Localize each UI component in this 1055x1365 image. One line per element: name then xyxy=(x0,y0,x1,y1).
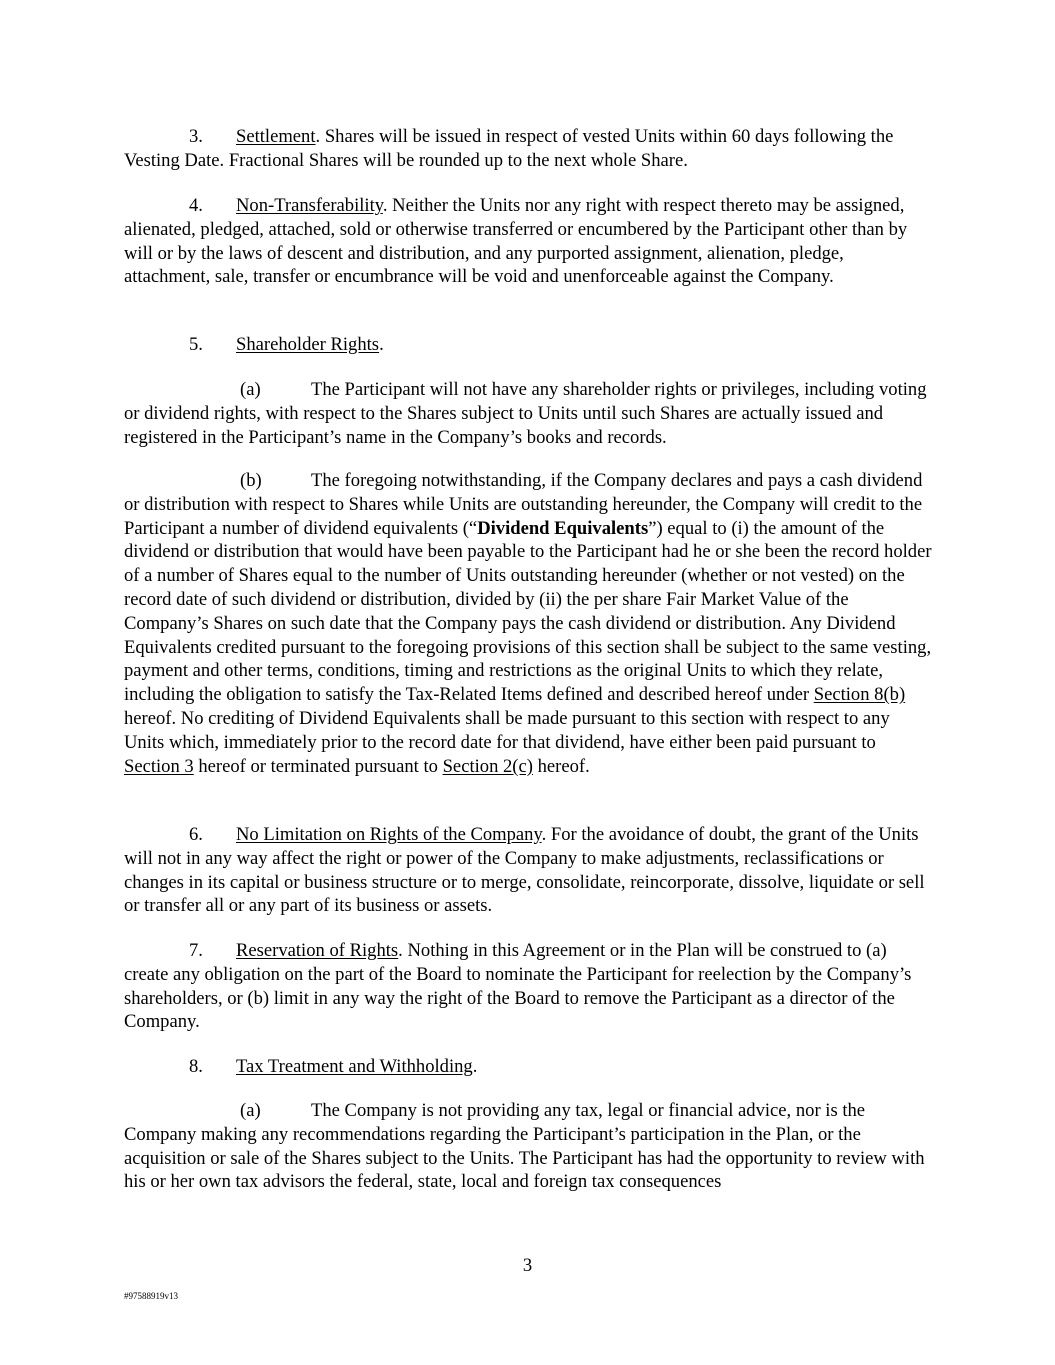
section-reference: Section 8(b) xyxy=(813,684,906,706)
section-heading-period: . xyxy=(472,1056,478,1077)
section-number: 5. xyxy=(189,334,203,355)
section-body: . Neither the Units nor any right with respect thereto may be assigned, alienated, pledged, attached, sold or otherwise transferred or encumbered by the Participant other than by will or by the laws of descent and distribution, and any purported assignment, alienation, pledge, attachment, sale, transfer or encumbrance will be void and unenforceable against the Company. xyxy=(124,195,908,288)
section-7-reservation-of-rights xyxy=(124,939,934,1034)
section-5-shareholder-rights xyxy=(124,333,934,357)
section-reference: Section 2(c) xyxy=(442,755,533,777)
section-heading: No Limitation on Rights of the Company xyxy=(236,824,542,845)
subsection-body-3: hereof. No crediting of Dividend Equivalents shall be made pursuant to this section with respect to any Units which, immediately prior to the record date for that dividend, have either been paid pursuant to xyxy=(124,707,890,753)
section-5b xyxy=(124,469,934,778)
section-body: . For the avoidance of doubt, the grant of the Units will not in any way affect the right or power of the Company to make adjustments, reclassifications or changes in its capital or business structure or to merge, consolidate, reincorporate, dissolve, liquidate or sell or transfer all or any part of its business or assets. xyxy=(124,824,925,917)
section-8-tax-treatment xyxy=(124,1055,934,1079)
subsection-label: (b) xyxy=(240,470,262,491)
section-8a xyxy=(124,1099,934,1194)
section-number: 8. xyxy=(189,1056,203,1077)
section-heading-period: . xyxy=(379,334,384,355)
subsection-label: (a) xyxy=(240,379,261,400)
defined-term: Dividend Equivalents xyxy=(477,517,649,539)
section-4-non-transferability xyxy=(124,194,934,289)
section-heading: Shareholder Rights xyxy=(236,334,380,355)
section-number: 7. xyxy=(189,940,203,961)
page-number: 3 xyxy=(522,1255,533,1276)
section-heading: Reservation of Rights xyxy=(236,940,399,961)
subsection-body: The Company is not providing any tax, legal or financial advice, nor is the Company making any recommendations regarding the Participant’s participation in the Plan, or the acquisition or sale of the Shares subject to the Units. The Participant has had the opportunity to review with his or her own tax advisors the federal, state, local and foreign tax consequences xyxy=(124,1100,925,1193)
document-id: #97588919v13 xyxy=(124,1291,178,1301)
subsection-body: The Participant will not have any shareholder rights or privileges, including voting or dividend rights, with respect to the Shares subject to Units until such Shares are actually issued and registered in the Participant’s name in the Company’s books and records. xyxy=(124,379,927,448)
section-5a xyxy=(124,378,934,449)
subsection-body-2: ”) equal to (i) the amount of the dividend or distribution that would have been payable to the Participant had he or she been the record holder of a number of Shares equal to the number of Units outstanding hereunder (whether or not vested) on the record date of such dividend or distribution, divided by (ii) the per share Fair Market Value of the Company’s Shares on such date that the Company pays the cash dividend or distribution. Any Dividend Equivalents credited pursuant to the foregoing provisions of this section shall be subject to the same vesting, payment and other terms, conditions, timing and restrictions as the original Units to which they relate, including the obligation to satisfy the Tax-Related Items defined and described hereof under xyxy=(124,517,932,706)
section-reference: Section 3 xyxy=(124,755,194,777)
section-body: . Nothing in this Agreement or in the Plan will be construed to (a) create any obligation on the part of the Board to nominate the Participant for reelection by the Company’s shareholders, or (b) limit in any way the right of the Board to remove the Participant as a director of the Company. xyxy=(124,940,912,1033)
subsection-label: (a) xyxy=(240,1100,261,1121)
section-heading: Settlement xyxy=(236,126,316,147)
section-heading: Non-Transferability xyxy=(236,195,383,216)
section-heading: Tax Treatment and Withholding xyxy=(236,1056,473,1077)
section-number: 4. xyxy=(189,195,203,216)
subsection-body-1: The foregoing notwithstanding, if the Company declares and pays a cash dividend or distribution with respect to Shares while Units are outstanding hereunder, the Company will credit to the Participant a number of dividend equivalents (“ xyxy=(124,470,923,539)
section-number: 3. xyxy=(189,126,203,147)
subsection-body-5: hereof. xyxy=(532,755,590,777)
section-number: 6. xyxy=(189,824,203,845)
section-6-no-limitation xyxy=(124,823,934,918)
section-3-settlement xyxy=(124,125,934,173)
subsection-body-4: hereof or terminated pursuant to xyxy=(193,755,443,777)
section-body: . Shares will be issued in respect of vested Units within 60 days following the Vesting Date. Fractional Shares will be rounded up to the next whole Share. xyxy=(124,126,894,171)
